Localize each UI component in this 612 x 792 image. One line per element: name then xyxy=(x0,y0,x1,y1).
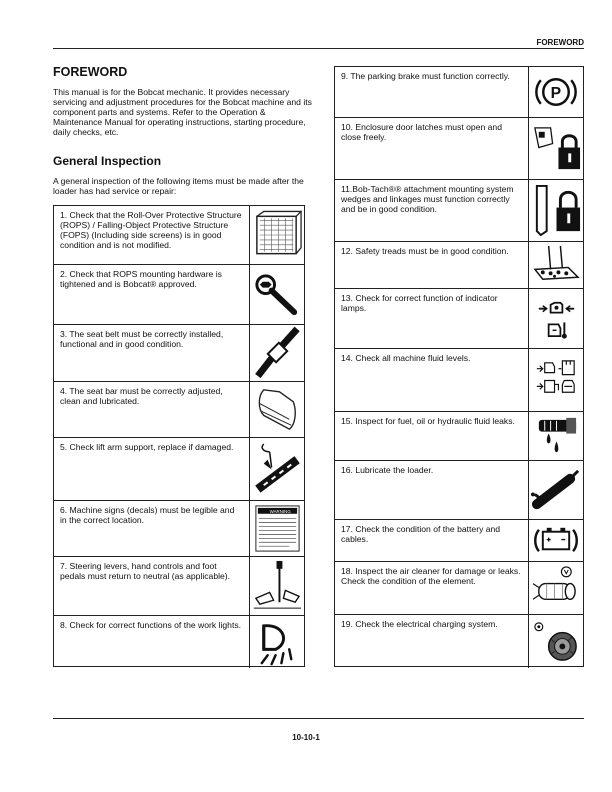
rops-cab-icon xyxy=(249,206,304,264)
item-text: 4. The seat bar must be correctly adjusted, clean and lubricated. xyxy=(60,386,223,406)
foreword-heading: FOREWORD xyxy=(53,65,128,79)
list-item xyxy=(54,381,304,437)
list-item xyxy=(54,264,304,324)
item-text: 1. Check that the Roll-Over Protective Structure (ROPS) / Falling-Object Protective Structure (FOPS) (Including side screens) is in good condition and is not modified. xyxy=(60,210,242,250)
list-item xyxy=(335,411,583,460)
safety-tread-icon xyxy=(528,242,583,288)
item-text: 8. Check for correct functions of the work lights. xyxy=(60,620,242,630)
air-cleaner-icon xyxy=(528,562,583,614)
lift-arm-support-icon xyxy=(249,438,304,500)
item-text: 14. Check all machine fluid levels. xyxy=(341,353,471,363)
list-item xyxy=(335,117,583,179)
battery-icon xyxy=(528,520,583,561)
steering-levers-icon xyxy=(249,557,304,615)
item-text: 2. Check that ROPS mounting hardware is tightened and is Bobcat® approved. xyxy=(60,269,222,289)
list-item xyxy=(335,288,583,348)
list-item xyxy=(335,519,583,561)
item-text: 5. Check lift arm support, replace if damaged. xyxy=(60,442,234,452)
door-latch-lock-icon xyxy=(528,118,583,179)
list-item xyxy=(335,67,583,117)
list-item xyxy=(335,179,583,241)
item-text: 12. Safety treads must be in good condition. xyxy=(341,246,509,256)
list-item xyxy=(335,348,583,411)
svg-text:P: P xyxy=(550,84,562,102)
list-item xyxy=(54,206,304,264)
seat-belt-icon xyxy=(249,325,304,381)
list-item xyxy=(54,615,304,668)
fluid-levels-icon xyxy=(528,349,583,411)
item-text: 3. The seat belt must be correctly installed, functional and in good condition. xyxy=(60,329,224,349)
foreword-text: This manual is for the Bobcat mechanic. It provides necessary servicing and adjustment procedures for the Bobcat machine and its component parts and systems. Refer to the Operation & Maintenance Manual for operating instructions, starting procedure, daily checks, etc. xyxy=(53,87,312,137)
item-text: 10. Enclosure door latches must open and close freely. xyxy=(341,122,502,142)
item-text: 16. Lubricate the loader. xyxy=(341,465,434,475)
section-title: FOREWORD xyxy=(536,38,584,47)
page-number: 10-10-1 xyxy=(292,733,320,742)
list-item xyxy=(54,500,304,556)
item-text: 17. Check the condition of the battery and cables. xyxy=(341,524,501,544)
inspection-table-right xyxy=(334,66,584,667)
list-item xyxy=(335,241,583,288)
list-item xyxy=(335,460,583,519)
item-text: 7. Steering levers, hand controls and foot pedals must return to neutral (as applicable). xyxy=(60,561,231,581)
list-item xyxy=(335,561,583,614)
general-inspection-intro: A general inspection of the following items must be made after the loader has had service or repair: xyxy=(53,176,304,196)
item-text: 18. Inspect the air cleaner for damage or leaks. Check the condition of the element. xyxy=(341,566,521,586)
item-text: 15. Inspect for fuel, oil or hydraulic fluid leaks. xyxy=(341,416,515,426)
work-light-icon xyxy=(249,616,304,668)
list-item xyxy=(54,324,304,381)
seat-bar-icon xyxy=(249,382,304,437)
list-item xyxy=(335,614,583,668)
item-text: 19. Check the electrical charging system. xyxy=(341,619,498,629)
warning-decal-icon xyxy=(249,501,304,556)
bob-tach-lock-icon xyxy=(528,180,583,241)
general-inspection-heading: General Inspection xyxy=(53,154,162,168)
item-text: 6. Machine signs (decals) must be legible and in the correct location. xyxy=(60,505,235,525)
item-text: 11.Bob-Tach®® attachment mounting system wedges and linkages must function correctly and be in good condition. xyxy=(341,184,514,214)
list-item xyxy=(54,556,304,615)
fluid-leak-icon xyxy=(528,412,583,460)
parking-brake-icon xyxy=(528,67,583,117)
page-header xyxy=(53,36,584,49)
item-text: 13. Check for correct function of indicator lamps. xyxy=(341,293,498,313)
item-text: 9. The parking brake must function correctly. xyxy=(341,71,510,81)
wrench-icon xyxy=(249,265,304,324)
indicator-lamps-icon xyxy=(528,289,583,348)
list-item xyxy=(54,437,304,500)
footer-divider xyxy=(53,718,584,719)
alternator-icon xyxy=(528,615,583,668)
warning-decal-label: WARNING xyxy=(269,508,291,514)
inspection-table-left xyxy=(53,205,305,667)
grease-gun-icon xyxy=(528,461,583,519)
